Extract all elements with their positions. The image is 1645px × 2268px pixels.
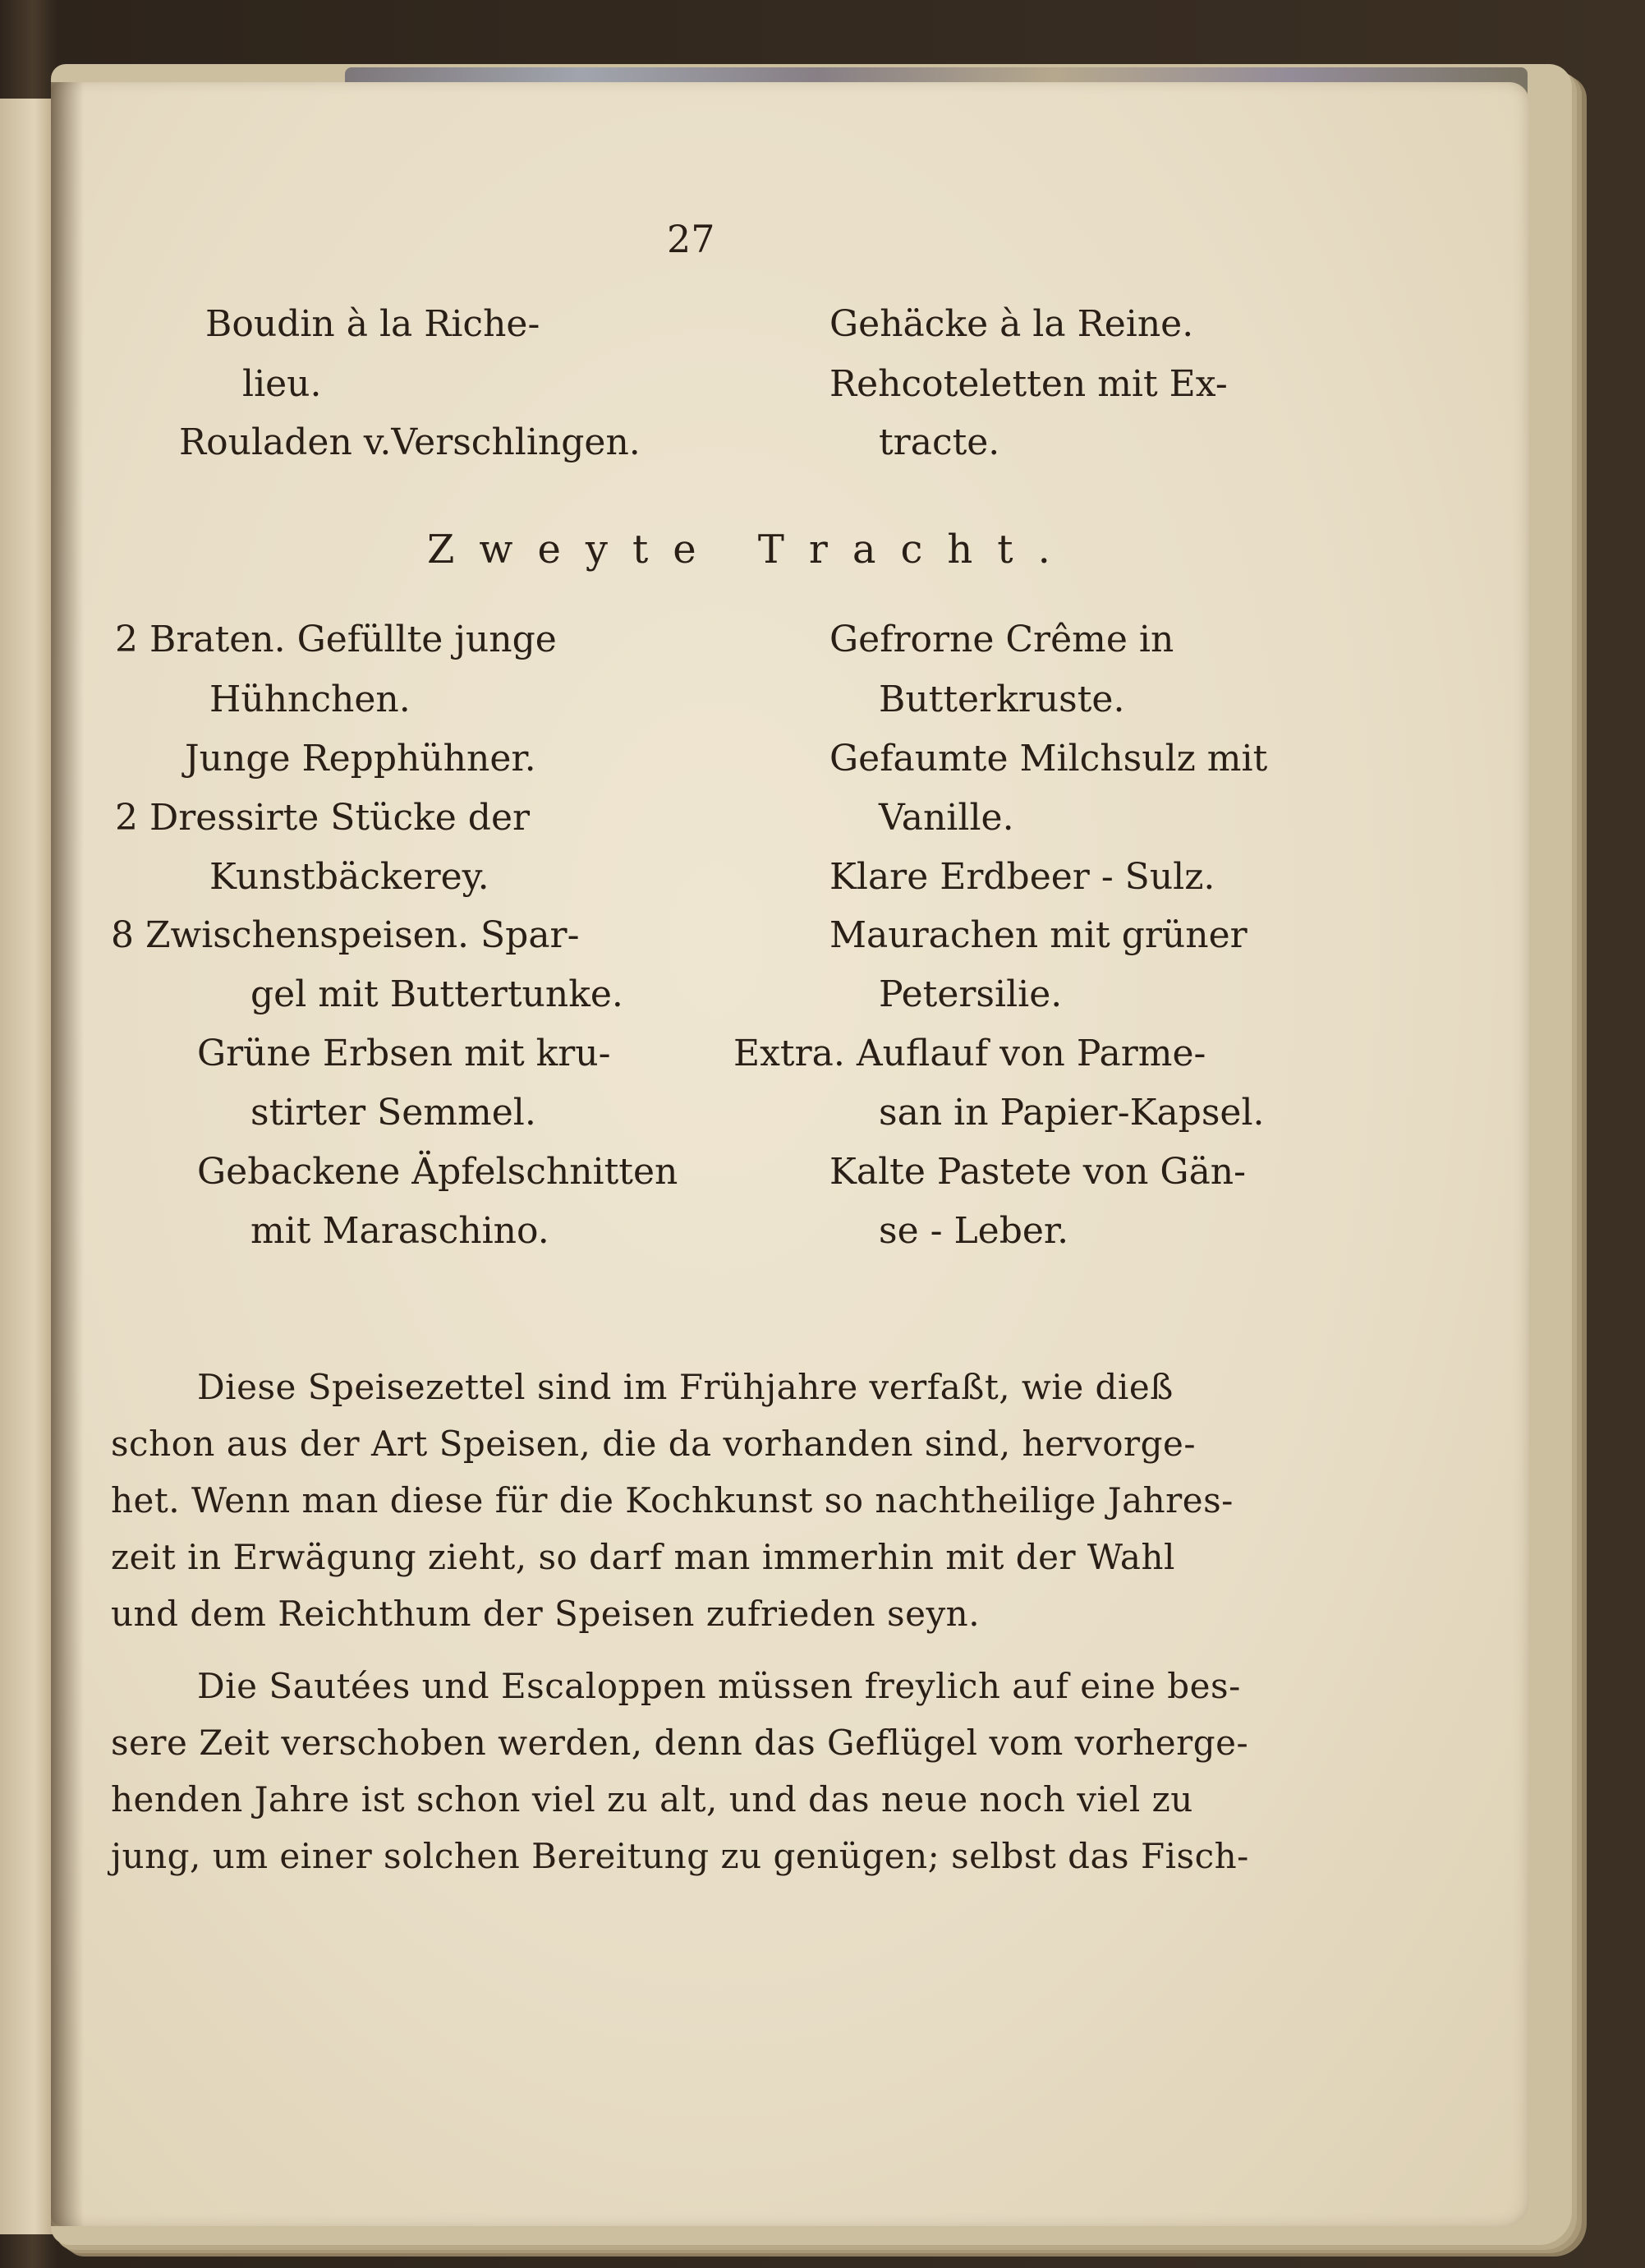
body-text-line: het. Wenn man diese für die Kochkunst so nachtheilige Jahres- [111, 1480, 1234, 1520]
body-text-line: Die Sautées und Escaloppen müssen freylich auf eine bes- [197, 1666, 1241, 1706]
second-course-right-line: Extra. Auflauf von Parme- [733, 1033, 1206, 1074]
body-text-line: schon aus der Art Speisen, die da vorhanden sind, hervorge- [111, 1424, 1197, 1464]
page-number: 27 [667, 217, 715, 261]
second-course-left-line: stirter Semmel. [250, 1092, 536, 1134]
second-course-right-line: Gefaumte Milchsulz mit [829, 738, 1268, 780]
second-course-left-line: mit Maraschino. [250, 1210, 549, 1252]
second-course-right-line: Petersilie. [879, 973, 1063, 1015]
second-course-left-line: 2 Dressirte Stücke der [115, 797, 531, 839]
first-course-right-line: tracte. [879, 421, 1000, 463]
second-course-right-line: Gefrorne Crême in [829, 619, 1174, 660]
first-course-left-line: lieu. [242, 363, 322, 405]
section-heading: Zweyte Tracht. [427, 527, 1075, 573]
second-course-left-line: 2 Braten. Gefüllte junge [115, 619, 557, 660]
second-course-left-line: Grüne Erbsen mit kru- [197, 1033, 611, 1074]
second-course-left-line: 8 Zwischenspeisen. Spar- [111, 914, 580, 956]
second-course-left-line: Junge Repphühner. [185, 738, 536, 780]
body-text-line: zeit in Erwägung zieht, so darf man immerhin mit der Wahl [111, 1537, 1175, 1577]
body-text-line: Diese Speisezettel sind im Frühjahre verfaßt, wie dieß [197, 1367, 1174, 1407]
body-text-line: sere Zeit verschoben werden, denn das Geflügel vom vorherge- [111, 1723, 1249, 1763]
first-course-left-line: Boudin à la Riche- [205, 303, 540, 345]
second-course-left-line: Kunstbäckerey. [209, 856, 489, 898]
second-course-right-line: Maurachen mit grüner [829, 914, 1248, 956]
second-course-left-line: Gebackene Äpfelschnitten [197, 1151, 678, 1193]
second-course-right-line: san in Papier-Kapsel. [879, 1092, 1265, 1134]
body-text-line: henden Jahre ist schon viel zu alt, und das neue noch viel zu [111, 1779, 1193, 1819]
second-course-right-line: Kalte Pastete von Gän- [829, 1151, 1247, 1193]
second-course-right-line: se - Leber. [879, 1210, 1069, 1252]
first-course-right-line: Gehäcke à la Reine. [829, 303, 1194, 345]
gutter-shadow [51, 82, 84, 2226]
body-text-line: jung, um einer solchen Bereitung zu genügen; selbst das Fisch- [111, 1836, 1249, 1876]
first-course-right-line: Rehcoteletten mit Ex- [829, 363, 1228, 405]
second-course-right-line: Klare Erdbeer - Sulz. [829, 856, 1215, 898]
body-text-line: und dem Reichthum der Speisen zufrieden seyn. [111, 1594, 981, 1634]
second-course-left-line: gel mit Buttertunke. [250, 973, 623, 1015]
second-course-right-line: Butterkruste. [879, 679, 1125, 720]
second-course-right-line: Vanille. [879, 797, 1014, 839]
second-course-left-line: Hühnchen. [209, 679, 411, 720]
first-course-left-line: Rouladen v.Verschlingen. [179, 421, 641, 463]
